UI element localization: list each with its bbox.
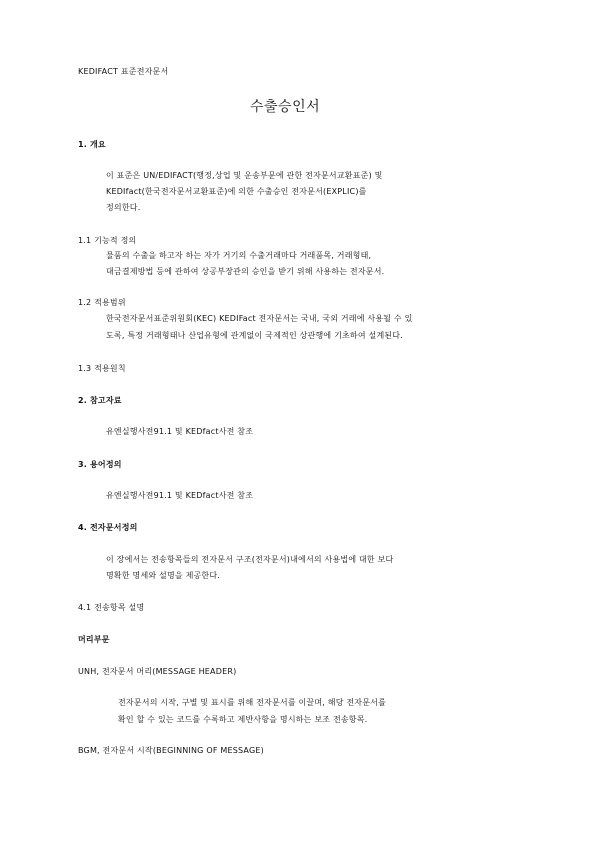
header-part-heading: 머리부문 (78, 635, 110, 644)
section-1-1-text: 물품의 수출을 하고자 하는 자가 거기의 수출거래마다 거래품목, 거래형태, (106, 251, 372, 260)
section-1-2-heading: 1.2 적용범위 (78, 298, 126, 307)
section-4-1-heading: 4.1 전송항목 설명 (78, 603, 145, 612)
unh-text: 확인 할 수 있는 코드를 수록하고 제반사항을 명시하는 보조 전송항목. (118, 715, 368, 724)
section-4-text: 명확한 명세와 설명을 제공한다. (106, 571, 221, 580)
unh-text: 전자문서의 시작, 구별 및 표시를 위해 전자문서를 이끌며, 해당 전자문서를 (118, 698, 387, 707)
section-1-heading: 1. 개요 (78, 140, 106, 149)
section-3-text: 유엔실행사전91.1 및 KEDfact사전 참조 (106, 491, 254, 500)
section-1-text: KEDIfact(한국전자문서교환표준)에 의한 수출승인 전자문서(EXPLIC)를 (106, 187, 367, 196)
document-title: 수출승인서 (250, 99, 321, 115)
unh-heading: UNH, 전자문서 머리(MESSAGE HEADER) (78, 667, 237, 676)
section-1-text: 이 표준은 UN/EDIFACT(행정,상업 및 운송부문에 관한 전자문서교환표준) 및 (106, 171, 383, 180)
bgm-heading: BGM, 전자문서 시작(BEGINNING OF MESSAGE) (78, 746, 264, 755)
section-1-1-text: 대금결제방법 등에 관하여 상공부장관의 승인을 받기 위해 사용하는 전자문서. (106, 267, 385, 276)
section-2-text: 유엔실행사전91.1 및 KEDfact사전 참조 (106, 427, 254, 436)
section-1-2-text: 한국전자문서표준위원회(KEC) KEDIFact 전자문서는 국내, 국외 거래에 사용될 수 있 (106, 314, 413, 323)
section-1-1-heading: 1.1 기능적 정의 (78, 236, 137, 245)
document-header: KEDIFACT 표준전자문서 (78, 67, 169, 76)
section-3-heading: 3. 용어정의 (78, 460, 122, 469)
section-2-heading: 2. 참고자료 (78, 396, 122, 405)
section-1-text: 정의한다. (106, 203, 141, 212)
section-4-text: 이 장에서는 전송항목들의 전자문서 구조(전자문서)내에서의 사용법에 대한 보다 (106, 555, 394, 564)
section-1-3-heading: 1.3 적용원칙 (78, 364, 126, 373)
section-4-heading: 4. 전자문서정의 (78, 523, 138, 532)
section-1-2-text: 도록, 특정 거래형태나 산업유형에 관계없이 국제적인 상관행에 기초하여 설계된다. (106, 331, 403, 340)
